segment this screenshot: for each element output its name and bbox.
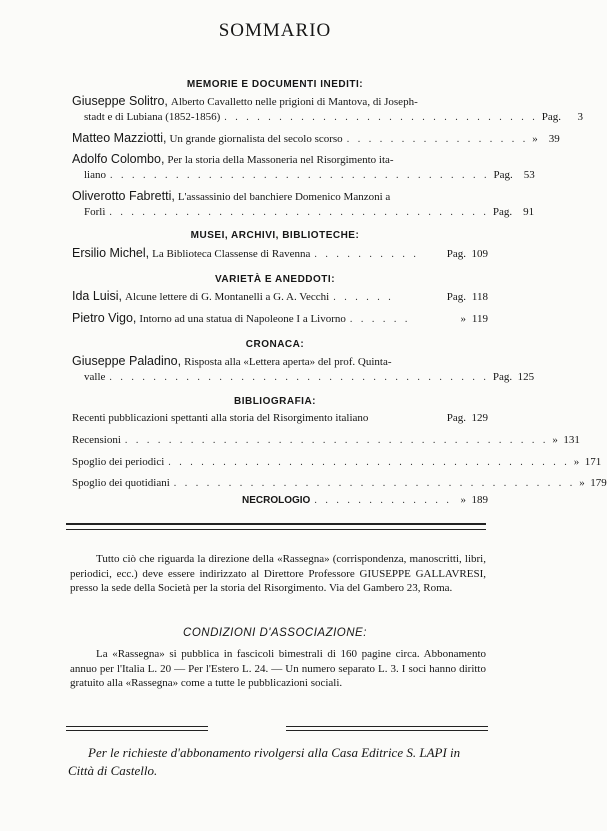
entry-page: 119 [471, 313, 488, 325]
section-heading-bibliografia: BIBLIOGRAFIA: [233, 396, 317, 407]
entry-page: 39 [548, 133, 560, 145]
pag-label: Pag. [446, 412, 466, 424]
divider-rule [66, 523, 486, 525]
conditions-text: La «Rassegna» si pubblica in fascicoli bimestrali di 160 pagine circa. Abbonamento annuo per l'Italia L. 20 — Per l'Estero L. 24. — Un numero separato L. 3. I soci hanno diritto gratuito alla «Rassegna» come a tutte le pubblicazioni sociali. [70, 648, 486, 689]
biblio-label: Spoglio dei quotidiani [72, 477, 170, 489]
entry-title-line1: La Biblioteca Classense di Ravenna [152, 248, 311, 260]
entry-author: Oliverotto Fabretti, [72, 189, 175, 203]
toc-entry-5: Ersilio Michel, La Biblioteca Classense di Ravenna . . . . . . . . . . Pag. 109 [72, 246, 488, 260]
arrow-mark: » [460, 313, 466, 325]
entry-author: Giuseppe Solitro, [72, 94, 168, 108]
arrow-mark: » [532, 133, 538, 145]
section-heading-cronaca: CRONACA: [245, 339, 305, 350]
entry-title-line2: liano [84, 169, 106, 181]
entry-author: Ersilio Michel, [72, 246, 150, 260]
pag-label: Pag. [492, 371, 513, 383]
biblio-entry-1 [72, 411, 488, 426]
section-heading-musei: MUSEI, ARCHIVI, BIBLIOTECHE: [190, 230, 360, 241]
arrow-mark: » [552, 434, 558, 446]
necrologio-page: 189 [471, 494, 488, 506]
ornamental-rule-left [66, 726, 208, 731]
pag-label: Pag. [493, 169, 513, 181]
page-title: SOMMARIO [218, 20, 332, 41]
biblio-entry-2: Recensioni . . . . . . . . . . . . . . . . . . . . . . . . . . . . . . . . . . . . . . . » 131 [72, 434, 580, 446]
pag-label: Pag. [541, 111, 561, 123]
footer-note: Per le richieste d'abbonamento rivolgersi alla Casa Editrice S. LAPI in Città di Castello. [68, 745, 461, 778]
entry-author: Giuseppe Paladino, [72, 354, 182, 368]
entry-title-line1: L'assassinio del banchiere Domenico Manzoni a [177, 191, 391, 203]
biblio-label: Spoglio dei periodici [72, 456, 165, 468]
entry-title-line2: valle [84, 371, 106, 383]
biblio-page: 129 [471, 412, 488, 424]
entry-title-line1: Risposta alla «Lettera aperta» del prof. Quinta- [184, 356, 392, 368]
arrow-mark: » [579, 477, 585, 489]
entry-title-line1: Alberto Cavalletto nelle prigioni di Mantova, di Joseph- [170, 96, 418, 108]
editorial-notice: Tutto ciò che riguarda la direzione della «Rassegna» (corrispondenza, manoscritti, libri, periodici, ecc.) deve essere indirizzato al Direttore Professore GIUSEPPE GALLAVRESI, presso la sede della Società per la storia del Risorgimento. Via del Gambero 23, Roma. [70, 553, 486, 594]
section-heading-memorie: MEMORIE E DOCUMENTI INEDITI: [186, 79, 364, 90]
entry-author: Adolfo Colombo, [72, 152, 165, 166]
biblio-page: 171 [584, 456, 602, 468]
arrow-mark: » [573, 456, 580, 468]
toc-entry-1: Giuseppe Solitro, Alberto Cavalletto nelle prigioni di Mantova, di Joseph- stadt e di Lubiana (1852-1856) . . . . . . . . . . . . . . . . . . . . . . . . . . . . . Pag. 3 [72, 94, 583, 123]
biblio-entry-3: Spoglio dei periodici . . . . . . . . . . . . . . . . . . . . . . . . . . . . . . . . . . . . . » 171 [72, 456, 602, 468]
entry-page: 53 [523, 169, 535, 181]
entry-title-line1: Un grande giornalista del secolo scorso [169, 133, 343, 145]
entry-title-line2: Forlì [84, 206, 106, 218]
toc-entry-7: Pietro Vigo, Intorno ad una statua di Napoleone I a Livorno . . . . . . » 119 [72, 311, 488, 325]
toc-entry-3: Adolfo Colombo, Per la storia della Massoneria nel Risorgimento ita- liano . . . . . . . . . . . . . . . . . . . . . . . . . . . . . . . . . . . Pag. 53 [72, 152, 535, 181]
entry-page: 118 [471, 291, 488, 303]
entry-title-line1: Alcune lettere di G. Montanelli a G. A. Vecchi [125, 291, 330, 303]
entry-author: Pietro Vigo, [72, 311, 137, 325]
pag-label: Pag. [492, 206, 513, 218]
divider-rule [66, 529, 486, 530]
entry-page: 3 [577, 111, 583, 123]
arrow-mark: » [460, 494, 466, 506]
entry-page: 125 [517, 371, 535, 383]
entry-title-line2: stadt e di Lubiana (1852-1856) [84, 111, 221, 123]
biblio-entry-4: Spoglio dei quotidiani . . . . . . . . . . . . . . . . . . . . . . . . . . . . . . . . . . . . . » 179 [72, 477, 607, 489]
biblio-page: 131 [563, 434, 580, 446]
section-heading-varieta: VARIETÀ E ANEDDOTI: [214, 274, 336, 285]
ornamental-rule-right [286, 726, 488, 731]
biblio-label: Recenti pubblicazioni spettanti alla storia del Risorgimento italiano [72, 412, 369, 424]
pag-label: Pag. [446, 248, 466, 260]
entry-page: 109 [471, 248, 488, 260]
toc-entry-2: Matteo Mazziotti, Un grande giornalista del secolo scorso . . . . . . . . . . . . . . . . . » 39 [72, 131, 560, 145]
toc-entry-4: Oliverotto Fabretti, L'assassinio del banchiere Domenico Manzoni a Forlì . . . . . . . . . . . . . . . . . . . . . . . . . . . . . . . . . . . Pag. 91 [72, 189, 535, 218]
biblio-label: Recensioni [72, 434, 121, 446]
entry-author: Ida Luisi, [72, 289, 123, 303]
entry-title-line1: Per la storia della Massoneria nel Risorgimento ita- [167, 154, 394, 166]
pag-label: Pag. [446, 291, 466, 303]
necrologio-label: NECROLOGIO [242, 495, 311, 506]
toc-entry-6: Ida Luisi, Alcune lettere di G. Montanelli a G. A. Vecchi . . . . . . Pag. 118 [72, 289, 488, 303]
necrologio-entry: NECROLOGIO . . . . . . . . . . . . . » 189 [242, 494, 488, 506]
toc-entry-8: Giuseppe Paladino, Risposta alla «Lettera aperta» del prof. Quinta- valle . . . . . . . . . . . . . . . . . . . . . . . . . . . . . . . . . . . Pag. 125 [72, 354, 535, 383]
conditions-heading: CONDIZIONI D'ASSOCIAZIONE: [183, 627, 367, 639]
biblio-page: 179 [590, 477, 607, 489]
entry-title-line1: Intorno ad una statua di Napoleone I a Livorno [139, 313, 346, 325]
entry-author: Matteo Mazziotti, [72, 131, 167, 145]
entry-page: 91 [523, 206, 535, 218]
